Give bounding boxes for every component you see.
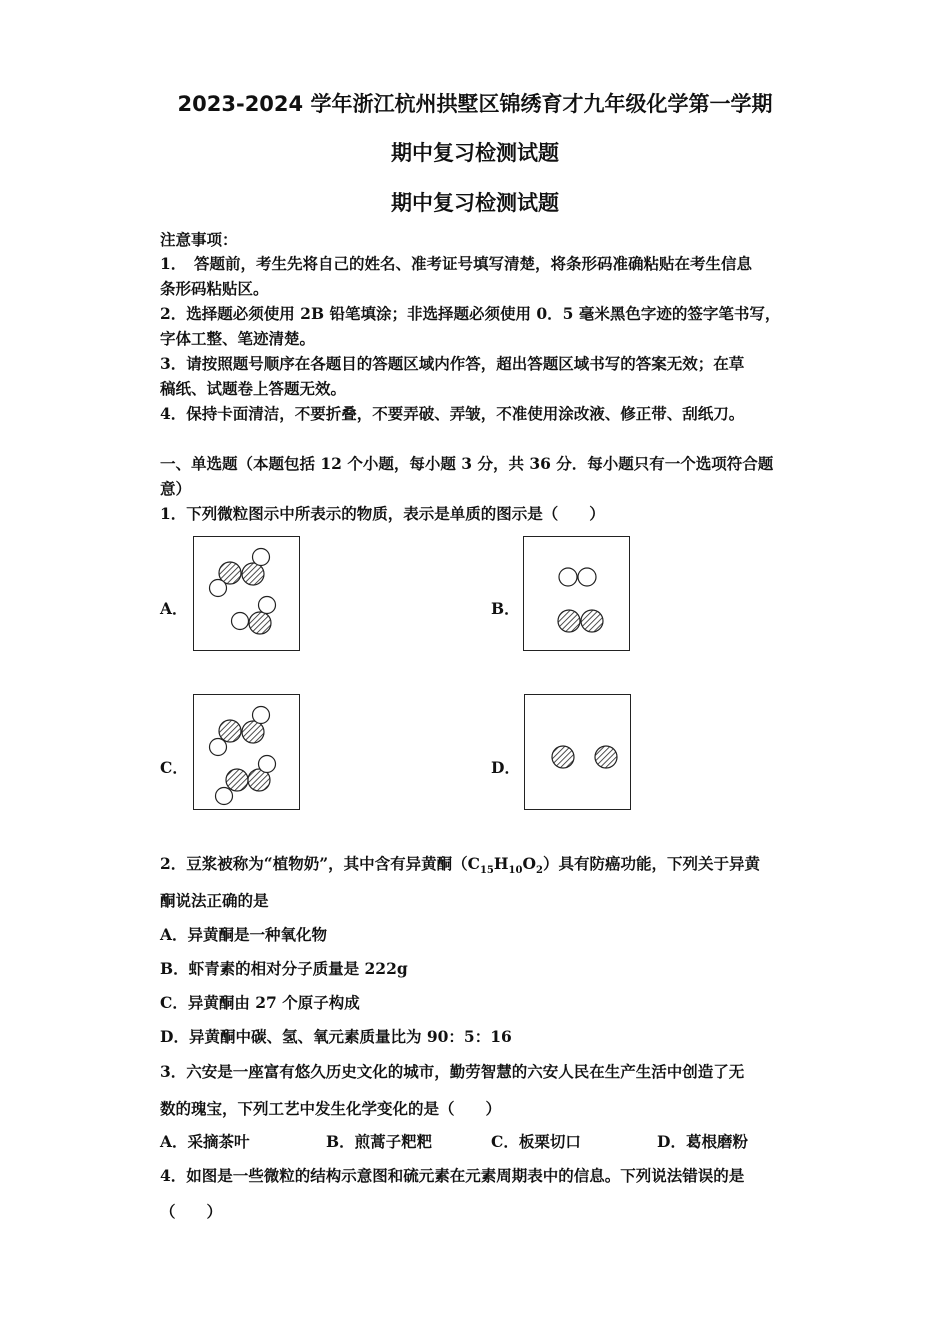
exam-title-line2: 期中复习检测试题 (391, 141, 559, 165)
molecule-diagram-b (524, 537, 629, 650)
q1-option-a-label[interactable]: A． (160, 599, 188, 618)
q2-option-c[interactable]: C．异黄酮由 27 个原子构成 (160, 993, 360, 1012)
q1-option-b-label[interactable]: B． (491, 599, 520, 618)
q1-option-c-diagram[interactable] (193, 694, 300, 810)
q1-option-a-diagram[interactable] (193, 536, 300, 651)
notice-item4: 4．保持卡面清洁，不要折叠，不要弄破、弄皱，不准使用涂改液、修正带、刮纸刀。 (160, 404, 745, 423)
exam-title-line3: 期中复习检测试题 (391, 191, 559, 215)
molecule-diagram-a (194, 537, 299, 650)
notice-item3-a: 3．请按照题号顺序在各题目的答题区域内作答，超出答题区域书写的答案无效；在草 (160, 354, 745, 373)
notice-heading: 注意事项： (160, 230, 238, 249)
notice-item2-b: 字体工整、笔迹清楚。 (160, 329, 316, 348)
q3-option-b[interactable]: B．煎蒿子粑粑 (326, 1132, 433, 1151)
section1-heading-b: 意） (160, 479, 192, 498)
q2-option-b[interactable]: B．虾青素的相对分子质量是 222g (160, 959, 408, 978)
q2-stem-a: 2．豆浆被称为“植物奶”，其中含有异黄酮$(C_{15}H_{10}O_2)$具有防癌功能，下列关于异黄 (160, 854, 760, 877)
q3-stem-a: 3．六安是一座富有悠久历史文化的城市，勤劳智慧的六安人民在生产生活中创造了无 (160, 1062, 745, 1081)
q2-option-a[interactable]: A．异黄酮是一种氧化物 (160, 925, 328, 944)
q1-option-d-diagram[interactable] (524, 694, 631, 810)
notice-item1-b: 条形码粘贴区。 (160, 279, 269, 298)
q2-stem-b: 酮说法正确的是 (160, 891, 269, 910)
q4-stem-b: （ ） (160, 1202, 223, 1221)
q3-option-a[interactable]: A．采摘茶叶 (160, 1132, 250, 1151)
q3-option-c[interactable]: C．板栗切口 (491, 1132, 581, 1151)
q1-option-b-diagram[interactable] (523, 536, 630, 651)
q1-option-d-label[interactable]: D． (491, 758, 520, 777)
q3-option-d[interactable]: D．葛根磨粉 (657, 1132, 748, 1151)
notice-item3-b: 稿纸、试题卷上答题无效。 (160, 379, 347, 398)
molecule-diagram-d (525, 695, 630, 809)
exam-title-line1: 2023-2024 学年浙江杭州拱墅区锦绣育才九年级化学第一学期 (177, 92, 773, 116)
q3-stem-b: 数的瑰宝，下列工艺中发生化学变化的是（ ） (160, 1099, 502, 1118)
molecule-diagram-c (194, 695, 299, 809)
q1-stem: 1．下列微粒图示中所表示的物质，表示是单质的图示是（ ） (160, 504, 605, 523)
q4-stem-a: 4．如图是一些微粒的结构示意图和硫元素在元素周期表中的信息。下列说法错误的是 (160, 1166, 745, 1185)
notice-item2-a: 2．选择题必须使用 2B 铅笔填涂；非选择题必须使用 0．5 毫米黑色字迹的签字笔书写， (160, 304, 781, 323)
section1-heading-a: 一、单选题（本题包括 12 个小题，每小题 3 分，共 36 分．每小题只有一个选项符合题 (160, 454, 774, 473)
notice-item1-a: 1． 答题前，考生先将自己的姓名、准考证号填写清楚，将条形码准确粘贴在考生信息 (160, 254, 753, 273)
q2-option-d[interactable]: D．异黄酮中碳、氢、氧元素质量比为 90：5：16 (160, 1027, 512, 1046)
q1-option-c-label[interactable]: C． (160, 758, 188, 777)
